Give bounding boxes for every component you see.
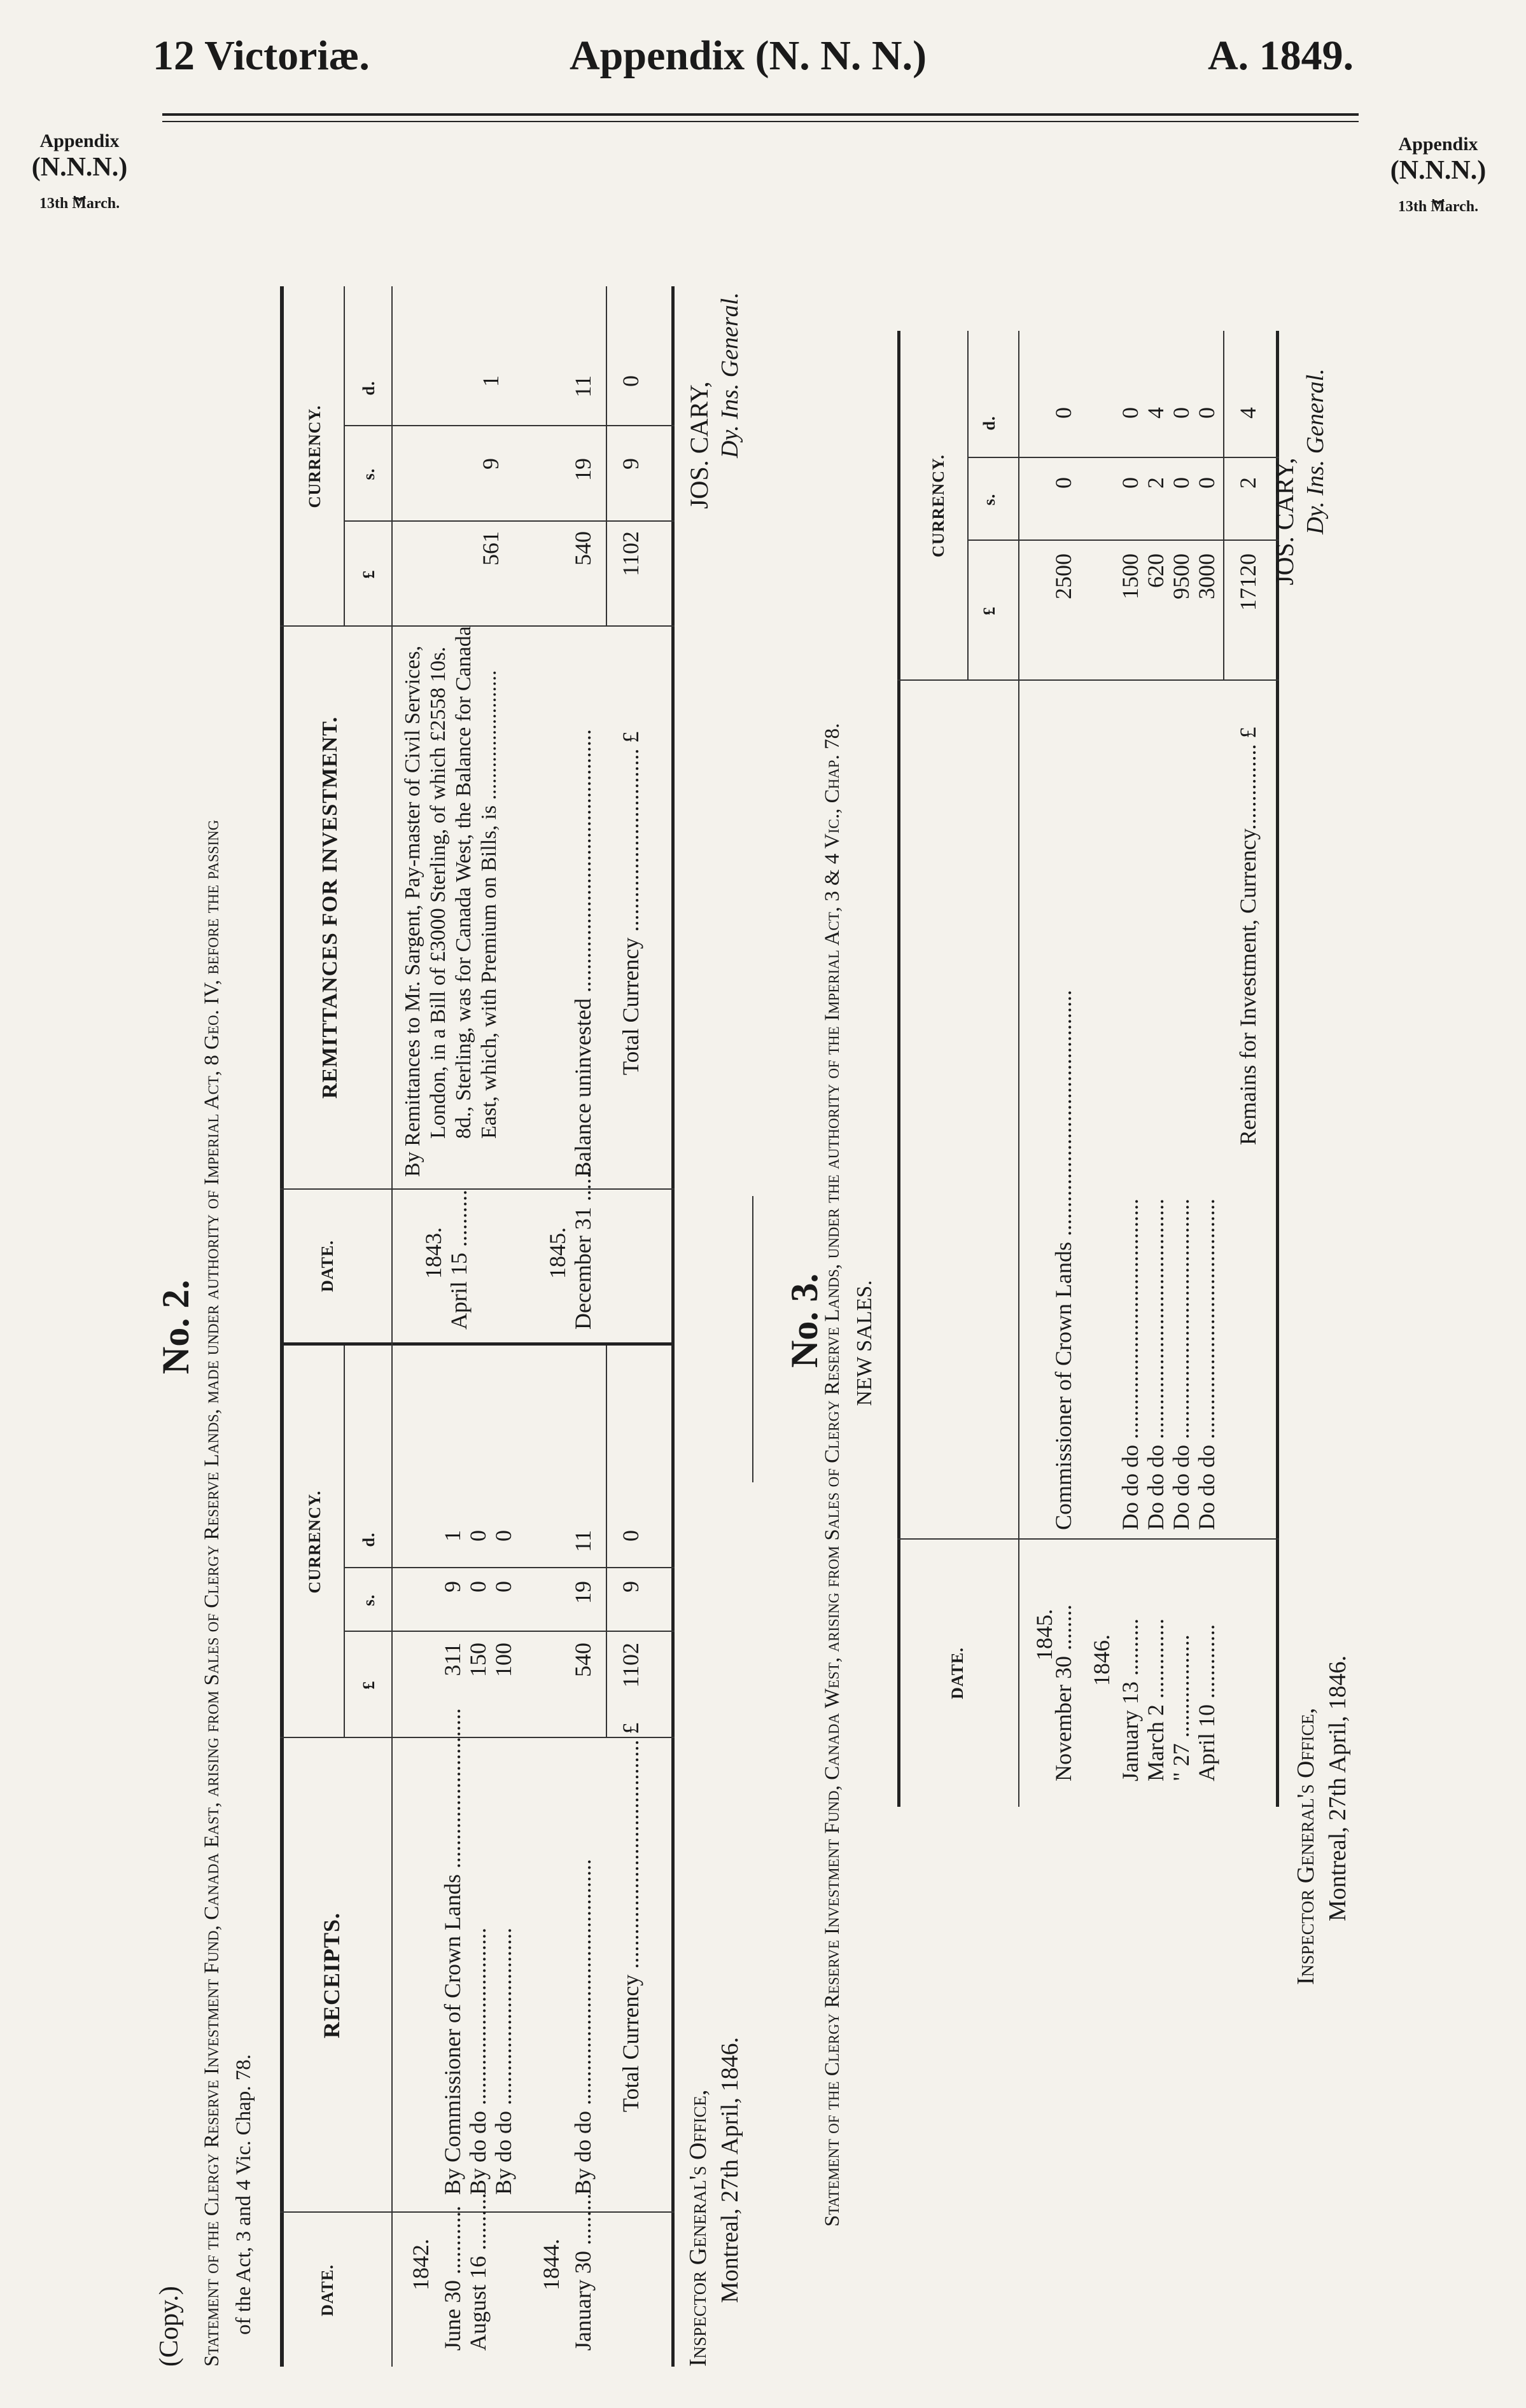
receipts-total-pence: 0 [618,1530,643,1542]
table-cell-pence: 1 [440,1530,465,1542]
table-cell-shillings: 19 [570,458,596,481]
table-cell-pence: 11 [570,375,596,398]
no2-table-top-rule [280,286,284,2367]
pence-header: d. [360,380,378,396]
table-row-date: January 13 .......... [1117,1618,1143,1781]
no2-signature-title: Dy. Ins. General. [717,292,743,458]
remit-total-shillings: 9 [618,458,643,470]
table-cell-pounds: 620 [1143,553,1168,588]
table-row-date-year: 1843. [421,1227,446,1279]
table-row-text: Commissioner of Crown Lands ........................................... [1051,990,1076,1530]
table-cell-pounds: 3000 [1194,553,1219,599]
header-rule-thin [162,121,1359,122]
pence-header: d. [980,415,998,431]
table-row-date: August 16 .......... [465,2192,491,2351]
no3-currency-header: CURRENCY. [929,454,948,557]
table-row-text: Do do do .......................................... [1117,1199,1143,1530]
no3-signature-name: JOS. CARY, [1270,457,1299,585]
header-year: A. 1849. [1208,32,1354,79]
table-cell-shillings: 0 [491,1581,516,1592]
receipts-total-label: Total Currency ........................................ £ [618,1722,643,2112]
margin-appendix-label: Appendix [39,130,120,151]
no3-total-pence: 4 [1235,407,1261,419]
no2-title-line2: of the Act, 3 and 4 Vic. Chap. 78. [232,2054,255,2335]
remit-total-label: Total Currency ................................ £ [618,731,643,1075]
no3-subtitle: NEW SALES. [853,1280,876,1406]
margin-appendix-code: (N.N.N.) [1390,156,1487,185]
table-cell-pence: 0 [491,1530,516,1542]
no3-header-rule [1018,331,1019,1807]
table-row-text: Do do do .......................................... [1143,1199,1168,1530]
receipts-total-shillings: 9 [618,1581,643,1592]
pound-header: £ [980,606,998,615]
table-row-date: 1844. [538,2239,564,2290]
header-appendix: Appendix (N. N. N.) [570,32,927,79]
margin-date: 13th March. [1397,198,1479,215]
no3-total-pounds: 17120 [1235,553,1261,611]
table-row-text: 8d., Sterling, was for Canada West, the Balance for Canada [452,626,475,1139]
table-cell-pounds: 9500 [1168,553,1194,599]
table-row-date: April 15 .......... [446,1190,472,1330]
table-cell-shillings: 9 [478,458,503,470]
no2-table-bottom-rule [671,286,675,2367]
table-cell-shillings: 9 [440,1581,465,1592]
table-row-date: " 27 .................. [1168,1634,1194,1781]
rotated-content [146,134,1483,2386]
no2-office-line1: Inspector General's Office, [685,2089,711,2367]
table-row-date: December 31 ...... [570,1167,596,1330]
shilling-header: s. [980,493,998,506]
margin-note-left [13,130,146,212]
table-row-text: By Remittances to Mr. Sargent, Pay-master of Civil Services, [401,645,424,1177]
table-row-text: London, in a Bill of £3000 Sterling, of which £2558 10s. [426,646,450,1139]
table-row-text: Do do do .......................................... [1194,1199,1219,1530]
table-cell-pounds: 540 [570,1643,596,1677]
no2-receipts-currency-header: CURRENCY. [305,1490,324,1594]
no3-total-label: Remains for Investment, Currency............... £ [1235,727,1261,1145]
no2-center-divider [280,1342,675,1346]
margin-date: 13th March. [39,195,120,212]
no3-currency-subrule [967,331,969,681]
table-row-text: By do do ........................................... [570,1858,596,2195]
no2-col-divider [280,1188,675,1190]
no2-number: No. 2. [155,1279,197,1374]
receipts-total-pounds: 1102 [618,1643,643,1688]
no2-signature-name: JOS. CARY, [685,381,713,509]
table-row-text: By do do ............................... [465,1927,491,2195]
no2-receipts-date-header: DATE. [318,2264,337,2316]
margin-appendix-code: (N.N.N.) [31,153,128,182]
shilling-header: s. [360,468,378,480]
no2-receipts-header: RECEIPTS. [319,1912,344,2039]
header-session: 12 Victoriæ. [153,32,370,79]
no2-currency-subrule [344,286,345,627]
shilling-header: s. [360,1594,378,1606]
table-row-text: East, which, with Premium on Bills, is ........................ [477,670,501,1139]
table-cell-shillings: 0 [465,1581,491,1592]
total-rule [606,1346,607,1738]
table-cell-shillings: 0 [1051,477,1076,489]
table-cell-pence: 0 [1051,407,1076,419]
no2-remit-currency-header: CURRENCY. [305,405,324,508]
table-row-text: Do do do .......................................... [1168,1199,1194,1530]
pound-header: £ [360,1680,378,1690]
total-rule [1223,331,1224,681]
margin-appendix-label: Appendix [1398,134,1478,155]
table-cell-shillings: 2 [1143,477,1168,489]
table-cell-pounds: 540 [570,531,596,566]
copy-label: (Copy.) [155,2286,184,2367]
table-row-text: By do do ............................... [491,1927,516,2195]
no2-remit-header: REMITTANCES FOR INVESTMENT. [318,716,342,1099]
table-row-date: 1845. [1032,1609,1057,1660]
table-cell-pence: 0 [1194,407,1219,419]
no3-number: No. 3. [783,1273,825,1368]
table-cell-pence: 0 [465,1530,491,1542]
table-cell-pence: 11 [570,1530,596,1552]
table-row-date: January 30 ......... [570,2194,596,2351]
no2-office-line2: Montreal, 27th April, 1846. [717,2037,743,2303]
no3-table-top-rule [897,331,900,1807]
table-cell-pence: 0 [1168,407,1194,419]
table-cell-pounds: 100 [491,1643,516,1677]
table-row-date: June 30 ............ [440,2206,465,2351]
margin-brace-icon: ⏟ [1432,181,1444,202]
section-divider [752,1196,753,1482]
table-cell-shillings: 19 [570,1581,596,1604]
no2-remit-date-header: DATE. [318,1240,337,1292]
table-cell-shillings: 0 [1168,477,1194,489]
pence-header: d. [360,1532,378,1547]
no3-total-shillings: 2 [1235,477,1261,489]
table-cell-pounds: 150 [465,1643,491,1677]
table-row-date: March 2 .............. [1143,1618,1168,1781]
no2-currency-subrule [344,1346,345,1738]
table-cell-pounds: 311 [440,1643,465,1676]
table-row-date: November 30 ........ [1051,1604,1076,1781]
no3-col-divider [897,679,1279,681]
no3-title: Statement of the Clergy Reserve Investment Fund, Canada West, arising from Sales of Clergy Reserve Lands, under the authority of the Imperial Act, 3 & 4 Vic., Chap. 78. [821,723,844,2227]
no2-title-line1: Statement of the Clergy Reserve Investment Fund, Canada East, arising from Sales of Clergy Reserve Lands, made under authority of Imperial Act, 8 Geo. IV, before the passing [200,819,223,2367]
table-cell-pence: 1 [478,375,503,387]
header-rule [162,113,1359,116]
table-cell-pounds: 1500 [1117,553,1143,599]
total-rule [606,286,607,627]
no3-office-line1: Inspector General's Office, [1292,1708,1319,1985]
no3-signature-title: Dy. Ins. General. [1302,368,1329,534]
table-cell-pence: 4 [1143,407,1168,419]
no2-header-rule [391,286,393,2367]
table-row-date-year: 1845. [545,1227,570,1279]
table-cell-pounds: 2500 [1051,553,1076,599]
remit-total-pence: 0 [618,375,643,387]
table-row-text: Balance uninvested .............................................. [570,729,596,1177]
table-cell-shillings: 0 [1117,477,1143,489]
remit-total-pounds: 1102 [618,531,643,576]
pound-header: £ [360,569,378,579]
no3-date-header: DATE. [948,1647,967,1699]
table-cell-pounds: 561 [478,531,503,566]
table-cell-pence: 0 [1117,407,1143,419]
margin-brace-icon: ⏟ [74,178,85,199]
table-row-text: By Commissioner of Crown Lands ............................ [440,1708,465,2195]
table-row-date: 1846. [1089,1634,1114,1686]
table-row-date: April 10 ............. [1194,1624,1219,1781]
table-cell-shillings: 0 [1194,477,1219,489]
no3-office-line2: Montreal, 27th April, 1846. [1324,1655,1351,1921]
table-row-date: 1842. [408,2239,433,2290]
